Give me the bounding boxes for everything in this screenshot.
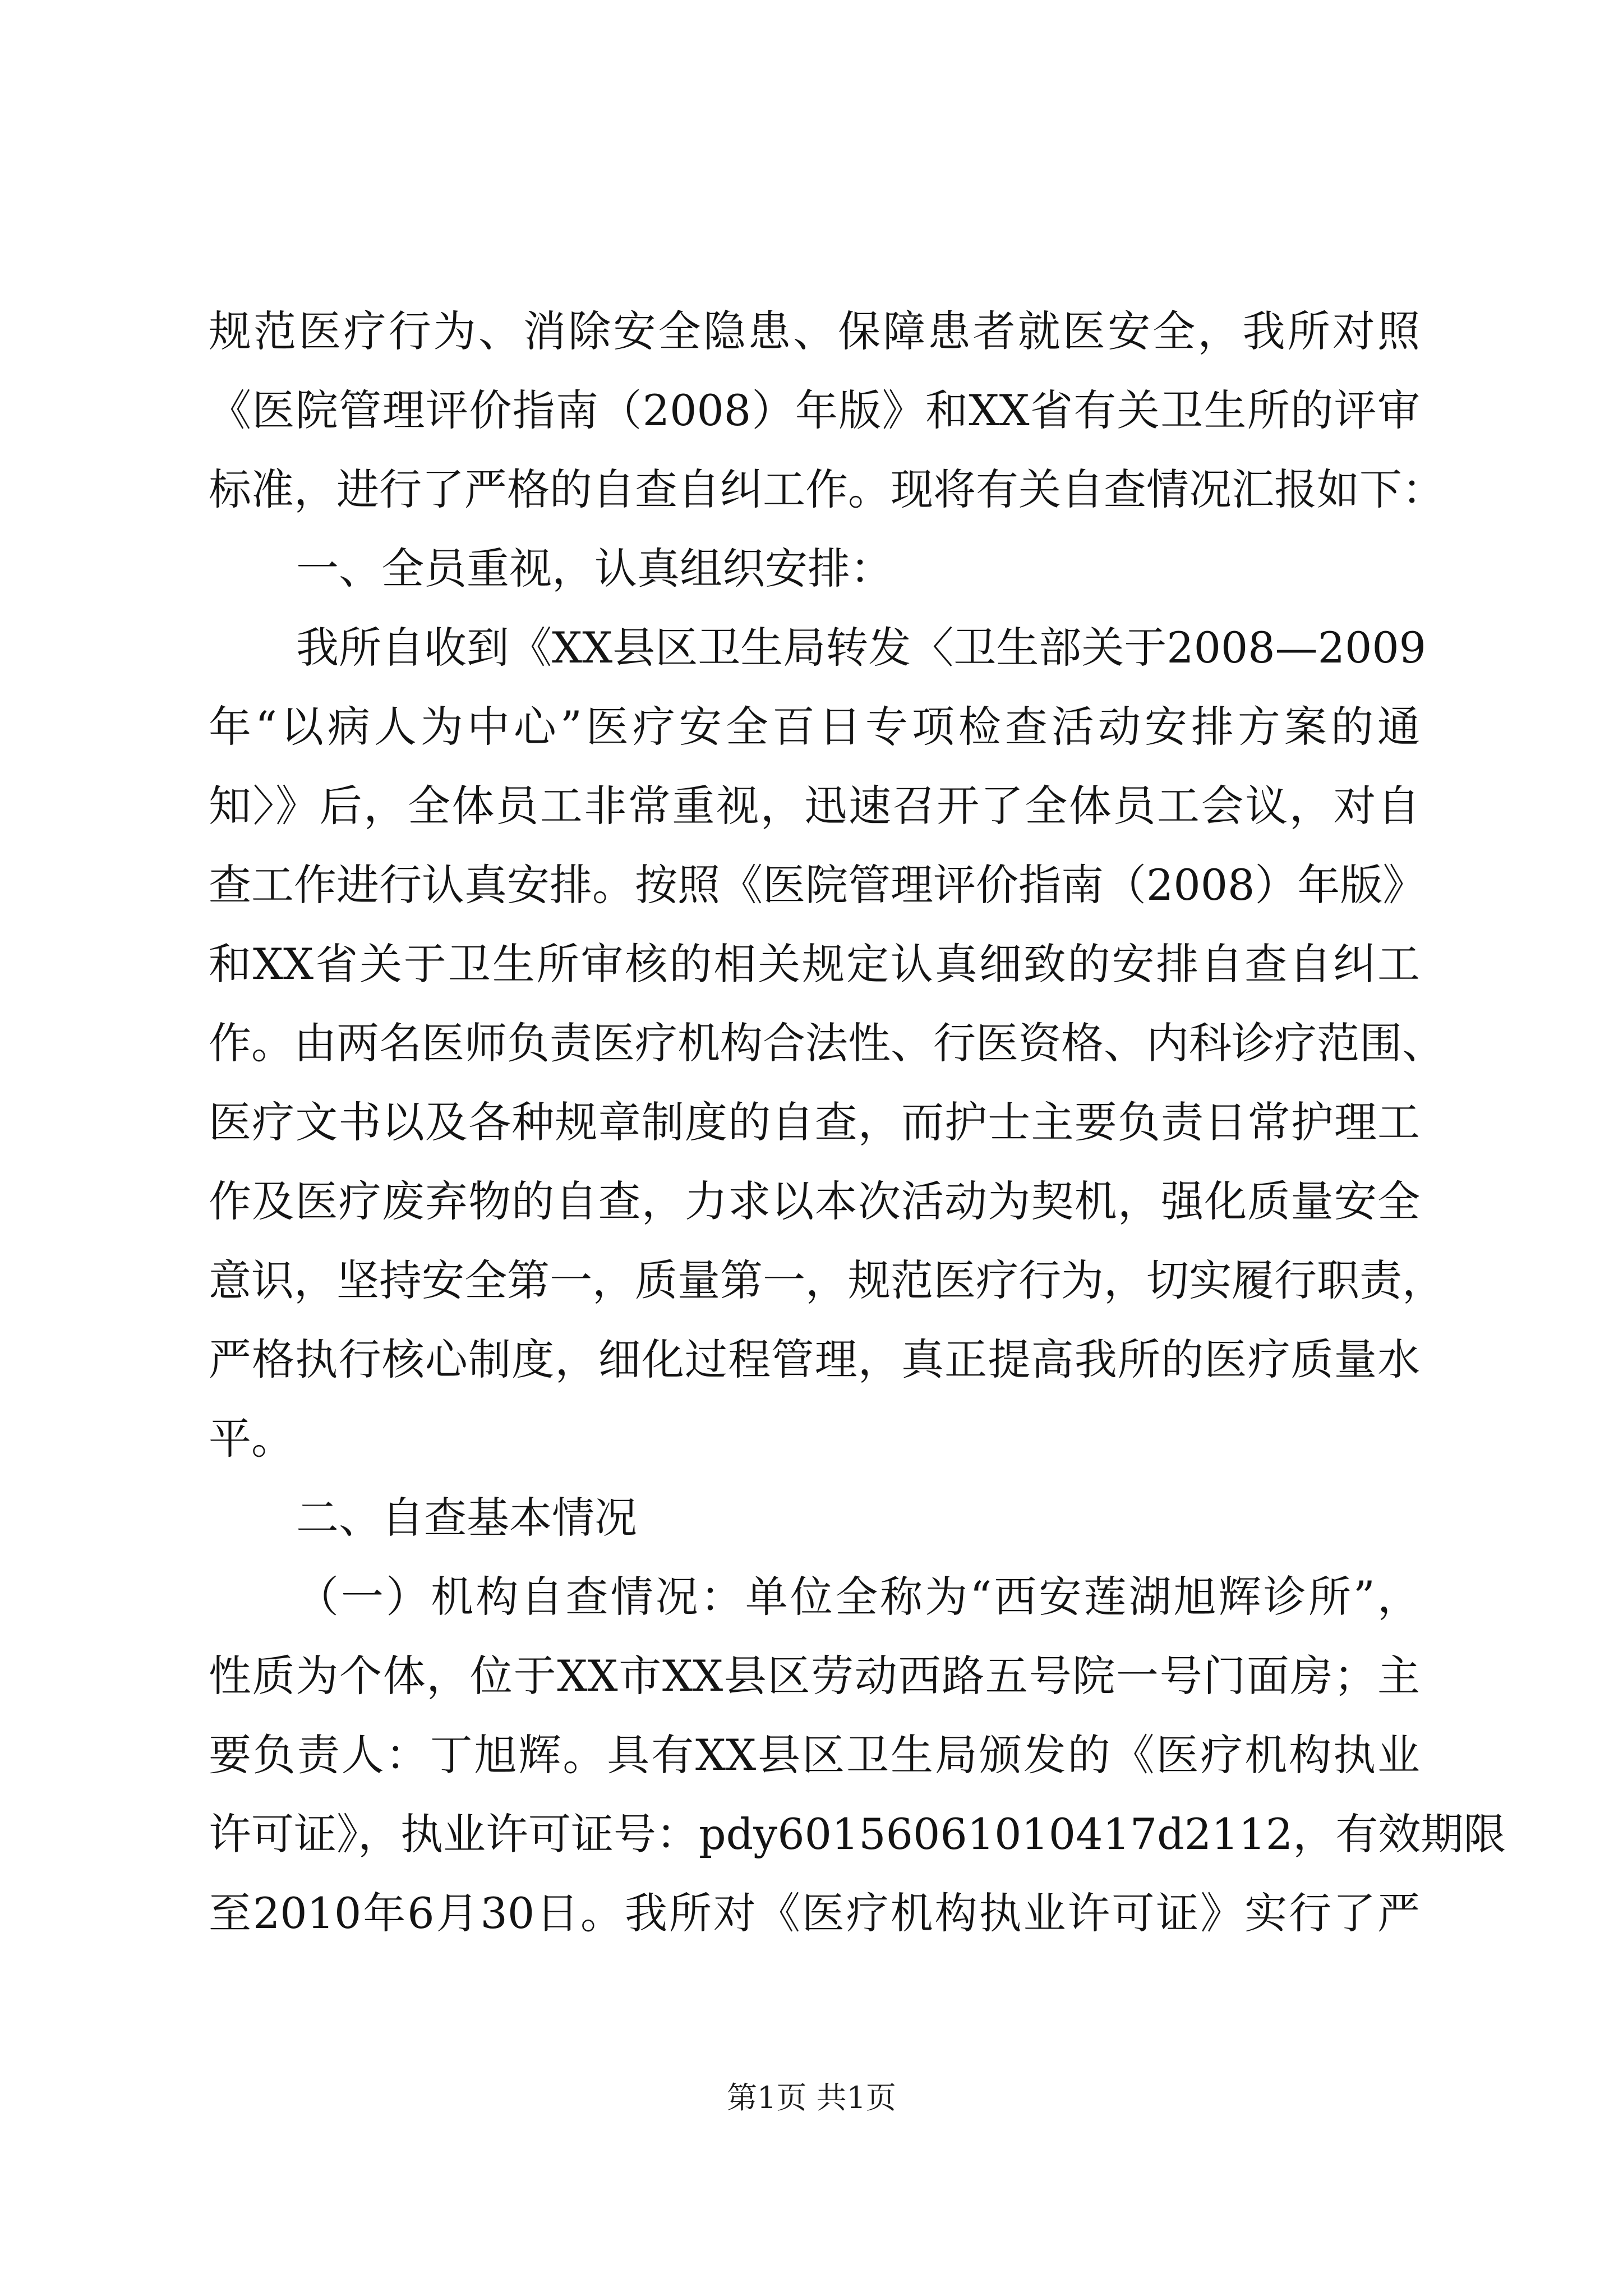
paragraph-line: 《医院管理评价指南（2008）年版》和XX省有关卫生所的评审 (209, 385, 1420, 435)
paragraph-line: 知〉》后，全体员工非常重视，迅速召开了全体员工会议，对自 (209, 781, 1420, 831)
section-heading: 二、自查基本情况 (296, 1493, 637, 1543)
paragraph-line: （一）机构自查情况：单位全称为“西安莲湖旭辉诊所”， (296, 1572, 1420, 1622)
paragraph-line: 意识，坚持安全第一，质量第一，规范医疗行为，切实履行职责， (209, 1255, 1445, 1305)
paragraph-line: 和XX省关于卫生所审核的相关规定认真细致的安排自查自纠工 (209, 939, 1420, 989)
body-text (209, 292, 1506, 1953)
paragraph-line: 平。 (209, 1414, 294, 1464)
paragraph-line: 性质为个体，位于XX市XX县区劳动西路五号院一号门面房；主 (209, 1651, 1420, 1701)
paragraph-line: 至2010年6月30日。我所对《医疗机构执业许可证》实行了严 (209, 1888, 1420, 1938)
paragraph-line: 医疗文书以及各种规章制度的自查，而护士主要负责日常护理工 (209, 1097, 1420, 1147)
page-footer: 第1页 共1页 (727, 2080, 896, 2115)
paragraph-line: 我所自收到《XX县区卫生局转发〈卫生部关于2008—2009 (296, 623, 1427, 673)
paragraph-line: 许可证》，执业许可证号：pdy60156061010417d2112，有效期限 (209, 1809, 1506, 1859)
paragraph-line: 年“以病人为中心”医疗安全百日专项检查活动安排方案的通 (209, 702, 1420, 752)
paragraph-line: 标准，进行了严格的自查自纠工作。现将有关自查情况汇报如下： (209, 464, 1445, 514)
paragraph-line: 查工作进行认真安排。按照《医院管理评价指南（2008）年版》 (209, 860, 1426, 910)
paragraph-line: 严格执行核心制度，细化过程管理，真正提高我所的医疗质量水 (209, 1335, 1420, 1384)
paragraph-line: 要负责人：丁旭辉。具有XX县区卫生局颁发的《医疗机构执业 (209, 1730, 1420, 1780)
paragraph-line: 作及医疗废弃物的自查，力求以本次活动为契机，强化质量安全 (209, 1176, 1420, 1226)
section-heading: 一、全员重视，认真组织安排： (296, 544, 893, 593)
paragraph-line: 作。由两名医师负责医疗机构合法性、行医资格、内科诊疗范围、 (209, 1018, 1445, 1068)
paragraph-line: 规范医疗行为、消除安全隐患、保障患者就医安全，我所对照 (209, 306, 1420, 356)
